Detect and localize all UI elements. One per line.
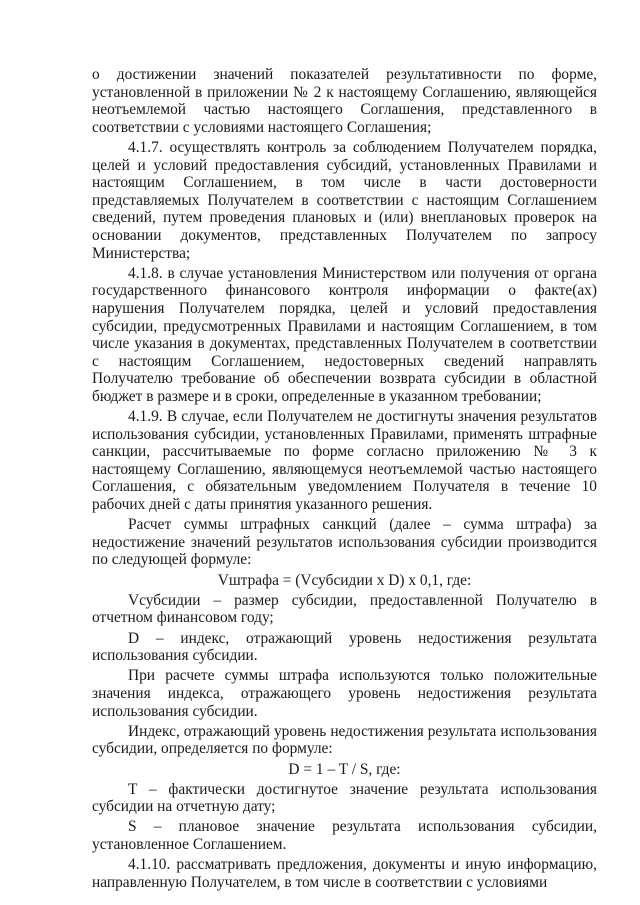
document-page bbox=[92, 66, 597, 894]
paragraph-4-1-9: 4.1.9. В случае, если Получателем не достигнуты значения результатов использования субсидии, установленных Правилами, применять штрафные санкции, рассчитываемые по форме согласно приложению № 3 к настоящему Соглашению, являющемуся неотъемлемой частью настоящего Соглашения, с обязательным уведомлением Получателя в течение 10 рабочих дней с даты принятия указанного решения. bbox=[92, 408, 597, 514]
definition-d-index: D – индекс, отражающий уровень недостижения результата использования субсидии. bbox=[92, 629, 597, 665]
paragraph-results-report: о достижении значений показателей результативности по форме, установленной в приложении № 2 к настоящему Соглашению, являющейся неотъемлемой частью настоящего Соглашения, представленного в соответствии с условиями настоящего Соглашения; bbox=[92, 66, 597, 136]
definition-v-subsidy: Vсубсидии – размер субсидии, предоставленной Получателю в отчетном финансовом году; bbox=[92, 591, 597, 627]
paragraph-4-1-7: 4.1.7. осуществлять контроль за соблюдением Получателем порядка, целей и условий предоставления субсидий, установленных Правилами и настоящим Соглашением, в том числе в части достоверности представляемых Получателем в соответствии с настоящим Соглашением сведений, путем проведения плановых и (или) внеплановых проверок на основании документов, представленных Получателем по запросу Министерства; bbox=[92, 138, 597, 262]
paragraph-4-1-10: 4.1.10. рассматривать предложения, документы и иную информацию, направленную Получателем, в том числе в соответствии с условиями bbox=[92, 856, 597, 891]
paragraph-fine-calculation: Расчет суммы штрафных санкций (далее – сумма штрафа) за недостижение значений результатов использования субсидии производится по следующей формуле: bbox=[92, 516, 597, 569]
formula-d-index: D = 1 – T / S, где: bbox=[288, 760, 401, 778]
definition-t-actual: T – фактически достигнутое значение результата использования субсидии на отчетную дату; bbox=[92, 780, 597, 816]
formula-fine-amount: Vштрафа = (Vсубсидии x D) x 0,1, где: bbox=[217, 571, 472, 589]
paragraph-index-formula-intro: Индекс, отражающий уровень недостижения результата использования субсидии, определяется по формуле: bbox=[92, 722, 597, 758]
paragraph-positive-index-note: При расчете суммы штрафа используются только положительные значения индекса, отражающего уровень недостижения результата использования субсидии. bbox=[92, 667, 597, 720]
paragraph-4-1-8: 4.1.8. в случае установления Министерством или получения от органа государственного финансового контроля информации о факте(ах) нарушения Получателем порядка, целей и условий предоставления субсидии, предусмотренных Правилами и настоящим Соглашением, в том числе указания в документах, представленных Получателем в соответствии с настоящим Соглашением, недостоверных сведений направлять Получателю требование об обеспечении возврата субсидии в областной бюджет в размере и в сроки, определенные в указанном требовании; bbox=[92, 264, 597, 405]
definition-s-planned: S – плановое значение результата использования субсидии, установленное Соглашением. bbox=[92, 818, 597, 854]
